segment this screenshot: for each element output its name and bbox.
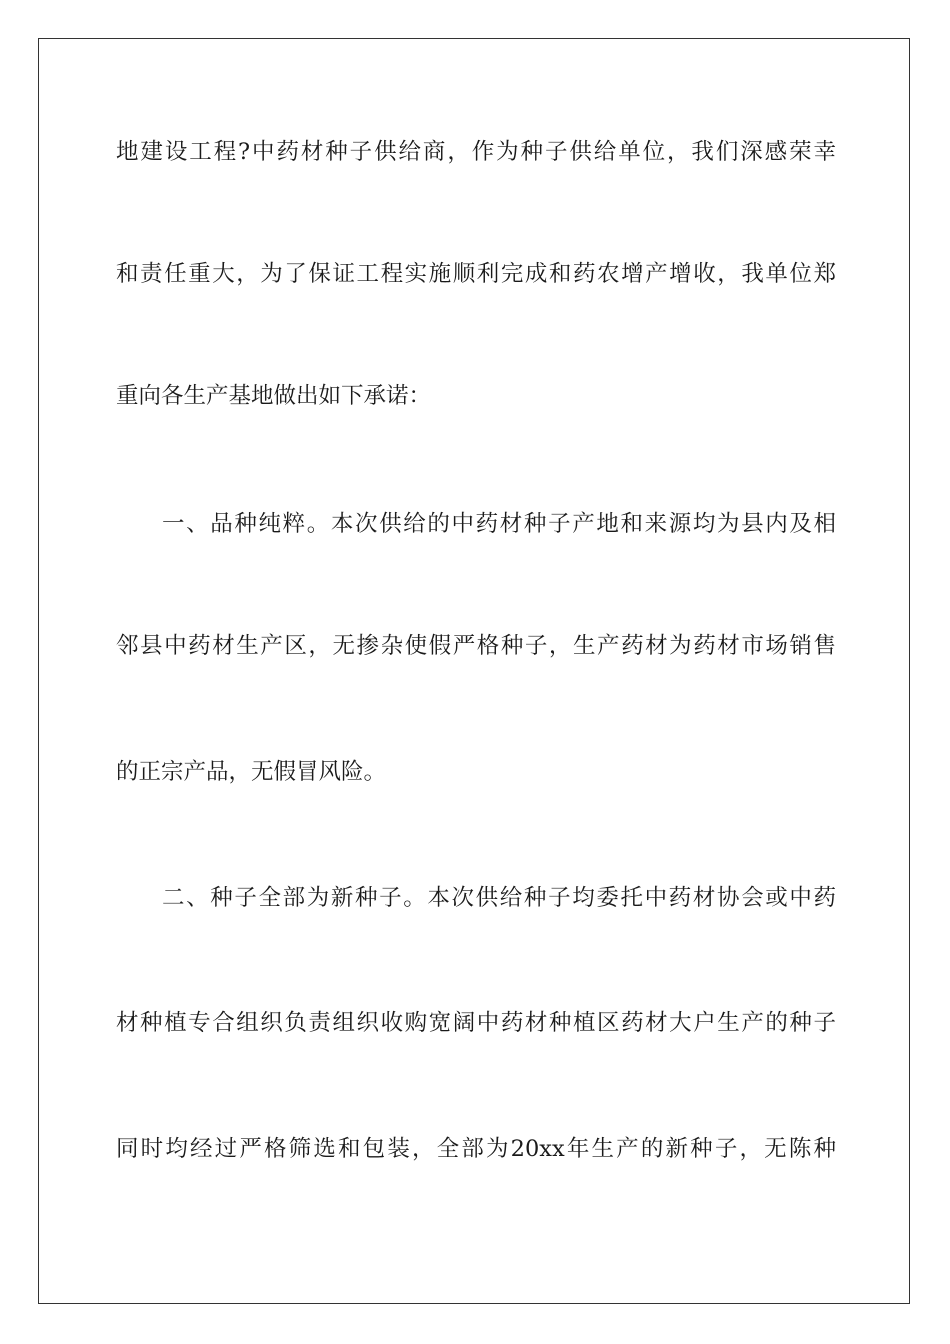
paragraph-2-heading-line: 二、种子全部为新种子。本次供给种子均委托中药材协会或中药 (162, 885, 836, 911)
body-text-line-3: 重向各生产基地做出如下承诺： (116, 383, 432, 409)
body-text-line-8: 材种植专合组织负责组织收购宽阔中药材种植区药材大户生产的种子 (116, 1010, 836, 1036)
page-border (38, 38, 910, 1304)
paragraph-1-heading-line: 一、品种纯粹。本次供给的中药材种子产地和来源均为县内及相 (162, 511, 836, 537)
body-text-line-2: 和责任重大，为了保证工程实施顺利完成和药农增产增收，我单位郑 (116, 261, 836, 287)
body-text-line-9: 同时均经过严格筛选和包装，全部为20xx年生产的新种子，无陈种 (116, 1136, 836, 1162)
body-text-line-1: 地建设工程?中药材种子供给商，作为种子供给单位，我们深感荣幸 (116, 139, 836, 165)
body-text-line-5: 邻县中药材生产区，无掺杂使假严格种子，生产药材为药材市场销售 (116, 633, 836, 659)
body-text-line-6: 的正宗产品，无假冒风险。 (116, 759, 387, 785)
